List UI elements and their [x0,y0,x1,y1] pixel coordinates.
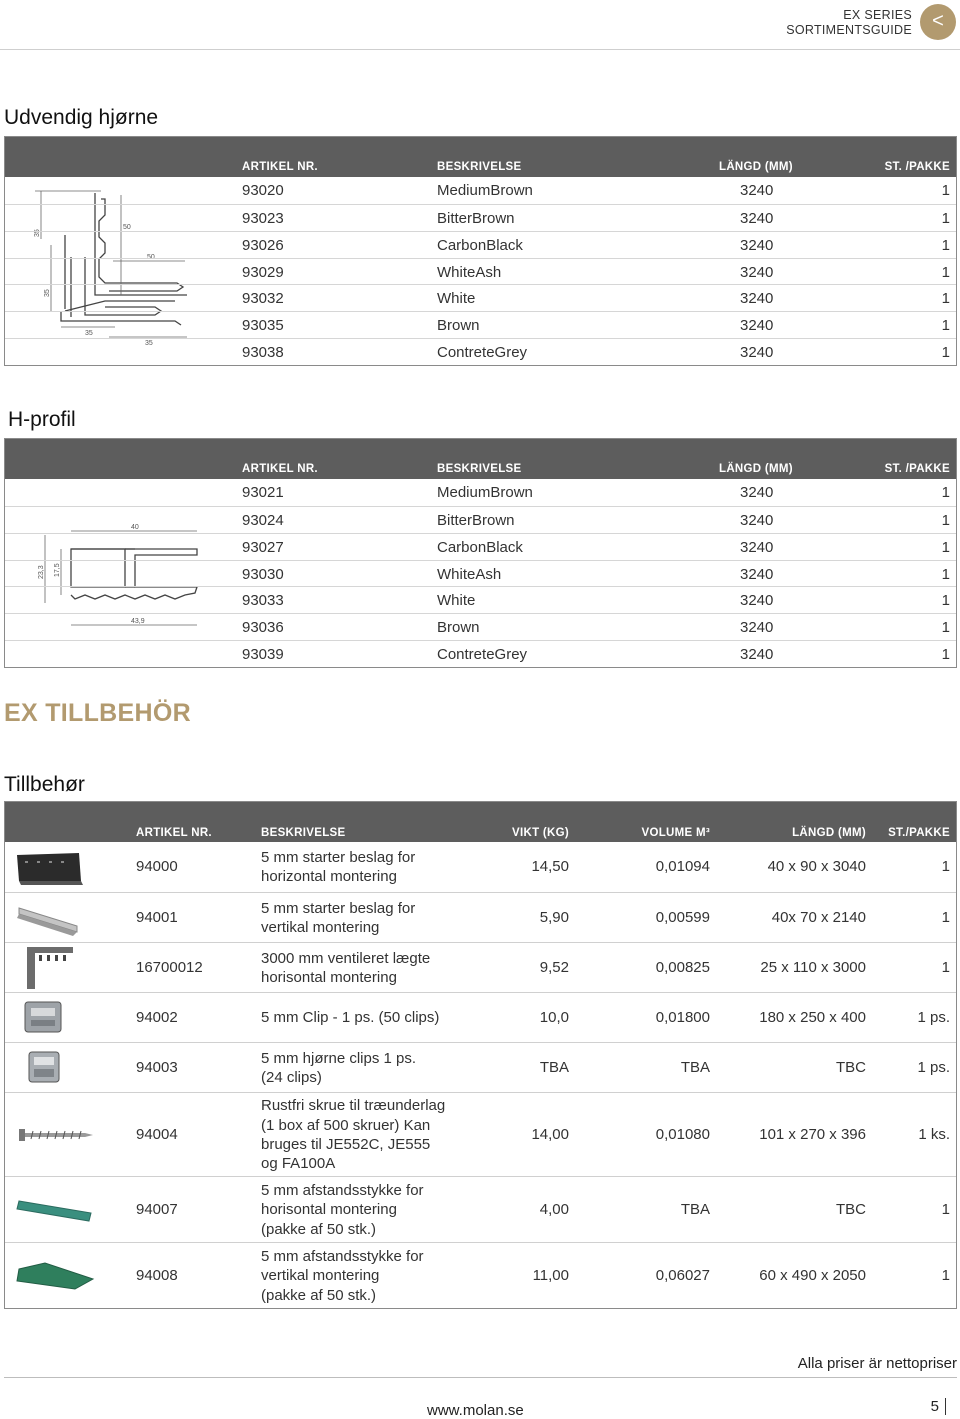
table-row [5,338,956,365]
length: 3240 [740,619,774,637]
table-row [5,506,956,533]
pack-qty: 1 [941,959,950,976]
pack-qty: 1 [941,344,950,362]
length: 3240 [740,317,774,335]
description-line: og FA100A [261,1155,336,1173]
article-number: 93036 [242,619,284,637]
description-line: (24 clips) [261,1068,322,1086]
clip-icon [15,998,95,1043]
hprofil-table [4,438,957,668]
spacer-strip-icon [15,1195,95,1230]
description-line: (pakke af 50 stk.) [261,1286,377,1304]
weight: 11,00 [532,1267,569,1284]
dimensions: 25 x 110 x 3000 [760,959,866,976]
dim-label: 35 [34,229,41,237]
article-number: 93038 [242,344,284,362]
col-langd: LÄNGD (MM) [719,161,793,173]
table-row [5,177,956,204]
dimensions: 60 x 490 x 2050 [759,1267,866,1284]
description [261,848,471,887]
article-number: 94007 [136,1201,178,1218]
description: MediumBrown [437,484,533,501]
description: White [437,290,476,308]
length: 3240 [740,484,774,501]
pack-qty: 1 [941,182,950,199]
weight: 9,52 [539,959,569,976]
col-artikel: ARTIKEL NR. [242,161,318,173]
description-line: horisontal montering [261,968,397,986]
spacer-wedge-icon [15,1259,95,1298]
dimensions: 101 x 270 x 396 [759,1126,866,1143]
table-row [5,1242,956,1308]
length: 3240 [740,646,774,664]
dim-label: 40 [131,524,139,531]
description [261,1096,471,1173]
description [261,1247,471,1305]
table-row [5,258,956,285]
col-beskrivelse: BESKRIVELSE [437,463,522,475]
col-artikel: ARTIKEL NR. [136,827,212,839]
dim-label: 43,9 [131,618,145,625]
description-line: vertikal montering [261,918,380,936]
description: CarbonBlack [437,236,523,254]
pack-qty: 1 [941,538,950,556]
description-line: 5 mm hjørne clips 1 ps. [261,1049,417,1067]
col-langd: LÄNGD (MM) [792,827,866,839]
accessories-section-heading: EX TILLBEHÖR [4,699,191,727]
table-row [5,892,956,942]
table-row [5,284,956,311]
description-line: 5 mm afstandsstykke for [261,1182,424,1200]
table-row [5,479,956,506]
pack-qty: 1 [941,592,950,610]
article-number: 16700012 [136,959,203,976]
pack-qty: 1 [941,619,950,637]
dim-label: 35 [145,340,153,347]
dim-label: 23,3 [38,565,45,579]
pack-qty: 1 ps. [917,1009,950,1026]
weight: 10,0 [539,1009,569,1026]
table-row [5,992,956,1042]
footer-divider [4,1377,957,1378]
article-number: 93023 [242,209,284,227]
article-number: 94008 [136,1267,178,1284]
pack-qty: 1 [941,1201,950,1218]
volume: 0,00599 [655,909,710,926]
table-row [5,231,956,258]
weight: 4,00 [539,1201,569,1218]
table-row [5,1176,956,1242]
pack-qty: 1 ps. [917,1059,950,1076]
length: 3240 [740,511,774,529]
article-number: 93024 [242,511,284,529]
article-number: 93032 [242,290,284,308]
weight: 14,00 [531,1126,569,1143]
dimensions: 40 x 90 x 3040 [767,858,866,875]
description-line: 5 mm Clip - 1 ps. (50 clips) [261,1009,440,1027]
table-row [5,560,956,587]
article-number: 94004 [136,1126,178,1143]
page-number: 5 [931,1398,946,1415]
description [261,1049,471,1088]
length: 3240 [740,209,774,227]
article-number: 93035 [242,317,284,335]
length: 3240 [740,182,774,199]
table-row [5,586,956,613]
article-number: 94002 [136,1009,178,1026]
description: WhiteAsh [437,263,502,281]
dimensions: 180 x 250 x 400 [759,1009,866,1026]
article-number: 94003 [136,1059,178,1076]
screw-icon [15,1125,95,1150]
length: 3240 [740,236,774,254]
col-volume: VOLUME M³ [641,827,710,839]
hprofil-table-header [5,439,956,479]
description-line: Rustfri skrue til træunderlag [261,1097,446,1115]
hprofil-table-body [5,479,956,667]
volume: 0,00825 [655,959,710,976]
table-row [5,533,956,560]
description: Brown [437,619,480,637]
col-pakke: ST. /PAKKE [884,161,950,173]
length: 3240 [740,538,774,556]
dimensions: TBC [836,1059,866,1076]
website-link[interactable]: www.molan.se [427,1402,524,1419]
description: Brown [437,317,480,335]
pack-qty: 1 [941,236,950,254]
dimensions: TBC [836,1201,866,1218]
dim-label: 50 [123,224,131,231]
article-number: 93026 [242,236,284,254]
pack-qty: 1 [941,263,950,281]
article-number: 93039 [242,646,284,664]
description-line: 3000 mm ventileret lægte [261,949,431,967]
description: WhiteAsh [437,565,502,583]
description-line: bruges til JE552C, JE555 [261,1135,431,1153]
back-button[interactable]: < [920,4,956,40]
dim-label: 35 [44,289,51,297]
pack-qty: 1 [941,1267,950,1284]
description [261,949,471,988]
description: BitterBrown [437,209,515,227]
length: 3240 [740,263,774,281]
pack-qty: 1 [941,565,950,583]
pack-qty: 1 [941,290,950,308]
corner-table-header [5,137,956,177]
pack-qty: 1 [941,646,950,664]
accessories-title: Tillbehør [4,773,85,796]
table-row [5,1042,956,1092]
corner-section-title: Udvendig hjørne [4,106,159,129]
description [261,1008,471,1027]
volume: TBA [680,1059,710,1076]
col-artikel: ARTIKEL NR. [242,463,318,475]
length: 3240 [740,290,774,308]
col-langd: LÄNGD (MM) [719,463,793,475]
corner-clip-icon [15,1048,95,1093]
table-row [5,204,956,231]
description: White [437,592,476,610]
article-number: 94001 [136,909,178,926]
article-number: 93020 [242,182,284,199]
article-number: 93021 [242,484,284,501]
table-row [5,613,956,640]
weight: TBA [539,1059,569,1076]
description: CarbonBlack [437,538,523,556]
weight: 5,90 [539,909,569,926]
description: ContreteGrey [437,344,528,362]
length: 3240 [740,344,774,362]
volume: 0,06027 [655,1267,710,1284]
dim-label: 35 [85,330,93,337]
article-number: 93029 [242,263,284,281]
header-title [786,8,912,38]
col-beskrivelse: BESKRIVELSE [437,161,522,173]
volume: 0,01080 [655,1126,710,1143]
length: 3240 [740,592,774,610]
pack-qty: 1 [941,511,950,529]
hprofil-section-title: H-profil [8,408,76,431]
description-line: vertikal montering [261,1267,380,1285]
corner-table [4,136,957,366]
description-line: (pakke af 50 stk.) [261,1220,377,1238]
description-line: 5 mm afstandsstykke for [261,1248,424,1266]
table-row [5,842,956,892]
price-note: Alla priser är nettopriser [797,1355,957,1372]
pack-qty: 1 [941,858,950,875]
corner-table-body [5,177,956,365]
description: MediumBrown [437,182,533,199]
table-row [5,942,956,992]
description [261,899,471,938]
article-number: 93033 [242,592,284,610]
article-number: 94000 [136,858,178,875]
accessories-table [4,801,957,1309]
page-header [0,0,960,50]
article-number: 93030 [242,565,284,583]
pack-qty: 1 [941,317,950,335]
description-line: 5 mm starter beslag for [261,848,416,866]
vented-batten-icon [15,943,95,998]
pack-qty: 1 [941,484,950,501]
description-line: 5 mm starter beslag for [261,899,416,917]
accessories-table-header [5,802,956,842]
table-row [5,311,956,338]
dim-label: 50 [147,254,155,261]
dimensions: 40x 70 x 2140 [771,909,866,926]
pack-qty: 1 ks. [918,1126,950,1143]
description-line: horizontal montering [261,867,397,885]
table-row [5,640,956,667]
pack-qty: 1 [941,209,950,227]
volume: 0,01800 [655,1009,710,1026]
col-vikt: VIKT (KG) [512,827,569,839]
accessories-table-body [5,842,956,1308]
header-guide: SORTIMENTSGUIDE [786,23,912,37]
col-pakke: ST./PAKKE [888,827,950,839]
angle-profile-icon [15,898,95,943]
description: ContreteGrey [437,646,528,664]
starter-rail-icon [15,847,95,892]
weight: 14,50 [531,858,569,875]
description-line: (1 box af 500 skruer) Kan [261,1116,431,1134]
col-beskrivelse: BESKRIVELSE [261,827,346,839]
table-row [5,1092,956,1176]
description [261,1181,471,1239]
article-number: 93027 [242,538,284,556]
description: BitterBrown [437,511,515,529]
description-line: horisontal montering [261,1201,397,1219]
header-series: EX SERIES [843,8,912,22]
col-pakke: ST. /PAKKE [884,463,950,475]
length: 3240 [740,565,774,583]
volume: TBA [680,1201,710,1218]
volume: 0,01094 [655,858,710,875]
pack-qty: 1 [941,909,950,926]
dim-label: 17,5 [54,563,61,577]
